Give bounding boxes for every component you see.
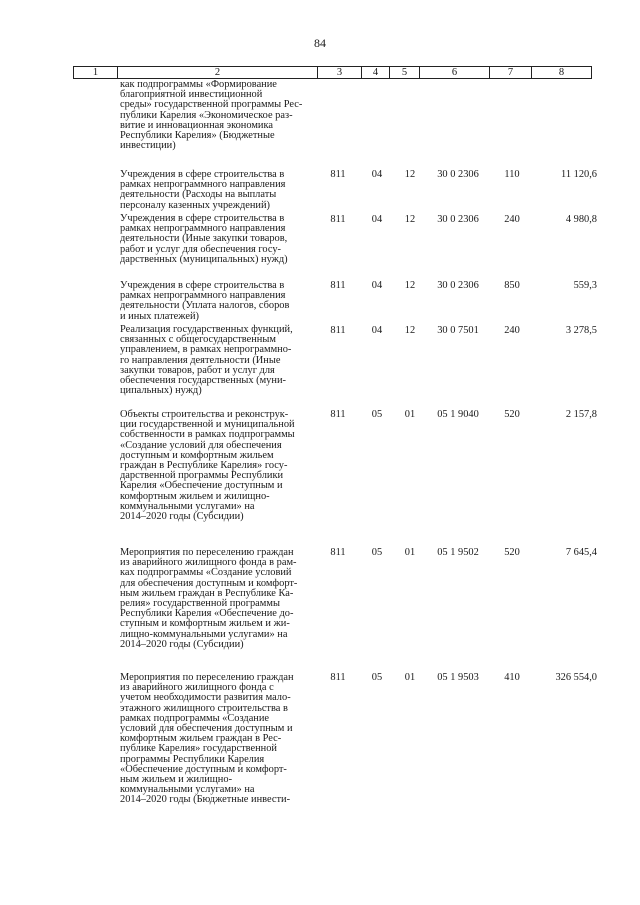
header-col-1: 1 <box>74 67 118 79</box>
description-line: инвестиции) <box>120 140 176 152</box>
target-article-code: 30 0 2306 <box>437 280 479 291</box>
admin-code: 811 <box>330 325 346 336</box>
description-line: деятельности (Уплата налогов, сборов <box>120 300 290 312</box>
header-col-2: 2 <box>118 67 318 79</box>
description-line: для обеспечения доступным и комфорт- <box>120 577 298 589</box>
description-line: Республики Карелия» (Бюджетные <box>120 130 275 142</box>
description-line: закупки товаров, работ и услуг для <box>120 364 275 376</box>
description-line: этажного жилищного строительства в <box>120 702 288 714</box>
description-line: управлением, в рамках непрограммно- <box>120 344 292 356</box>
section-code: 05 <box>371 672 383 683</box>
admin-code: 811 <box>330 547 346 558</box>
admin-code: 811 <box>330 672 346 683</box>
description-line: комфортным жильем граждан в Рес- <box>120 733 282 745</box>
amount: 326 554,0 <box>555 672 597 683</box>
subsection-code: 01 <box>404 672 416 683</box>
description-line: обеспечения государственных (муни- <box>120 375 286 387</box>
target-article-code: 30 0 2306 <box>437 214 479 225</box>
table-row-description <box>120 325 320 396</box>
description-line: «Обеспечение доступным и комфорт- <box>120 763 287 775</box>
description-line: Республики Карелия «Обеспечение до- <box>120 608 294 620</box>
table-row-description <box>120 170 320 211</box>
description-line: благоприятной инвестиционной <box>120 89 263 101</box>
description-line: деятельности (Иные закупки товаров, <box>120 233 288 245</box>
target-article-code: 30 0 2306 <box>437 169 479 180</box>
table-row-description <box>120 281 320 322</box>
description-line: собственности в рамках подпрограммы <box>120 429 295 441</box>
amount: 3 278,5 <box>565 325 597 336</box>
description-line: программы Республики Карелия <box>120 753 265 765</box>
table-row-description <box>120 214 320 265</box>
table-row-description <box>120 80 320 151</box>
expense-type-code: 110 <box>504 169 520 180</box>
amount: 559,3 <box>573 280 597 291</box>
description-line: ступным и комфортным жильем и жи- <box>120 618 290 630</box>
description-line: среды» государственной программы Рес- <box>120 99 303 111</box>
subsection-code: 12 <box>404 214 416 225</box>
description-line: деятельности (Расходы на выплаты <box>120 189 277 201</box>
target-article-code: 05 1 9502 <box>437 547 479 558</box>
description-line: дарственных (муниципальных) нужд) <box>120 253 288 265</box>
description-line: коммунальными услугами» на <box>120 784 255 796</box>
description-line: публики Карелия «Экономическое раз- <box>120 109 293 121</box>
description-line: «Создание условий для обеспечения <box>120 439 282 451</box>
description-line: ках подпрограммы «Создание условий <box>120 567 292 579</box>
column-number-header <box>73 66 592 79</box>
subsection-code: 01 <box>404 547 416 558</box>
description-line: из аварийного жилищного фонда в рам- <box>120 557 297 569</box>
amount: 4 980,8 <box>565 214 597 225</box>
admin-code: 811 <box>330 169 346 180</box>
description-line: 2014–2020 годы (Бюджетные инвести- <box>120 794 291 806</box>
description-line: го направления деятельности (Иные <box>120 354 281 366</box>
description-line: рамках непрограммного направления <box>120 179 286 191</box>
description-line: работ и услуг для обеспечения госу- <box>120 243 282 255</box>
description-line: ции государственной и муниципальной <box>120 419 295 431</box>
amount: 11 120,6 <box>561 169 597 180</box>
target-article-code: 05 1 9503 <box>437 672 479 683</box>
target-article-code: 30 0 7501 <box>437 325 479 336</box>
description-line: ным жильем граждан в Республике Ка- <box>120 587 294 599</box>
description-line: ным жильем и жилищно- <box>120 774 233 786</box>
description-line: публике Карелия» государственной <box>120 743 277 755</box>
table-row-description <box>120 548 320 650</box>
description-line: доступным и комфортным жильем <box>120 449 274 461</box>
expense-type-code: 240 <box>504 214 520 225</box>
description-line: как подпрограммы «Формирование <box>120 79 277 90</box>
description-line: Мероприятия по переселению граждан <box>120 547 294 558</box>
header-col-4: 4 <box>362 67 390 79</box>
header-col-5: 5 <box>390 67 420 79</box>
description-line: Учреждения в сфере строительства в <box>120 280 285 291</box>
expense-type-code: 410 <box>504 672 520 683</box>
expense-type-code: 520 <box>504 547 520 558</box>
subsection-code: 12 <box>404 169 416 180</box>
description-line: Реализация государственных функций, <box>120 324 293 335</box>
description-line: граждан в Республике Карелия» госу- <box>120 460 288 472</box>
amount: 2 157,8 <box>565 409 597 420</box>
section-code: 04 <box>371 169 383 180</box>
description-line: лищно-коммунальными услугами» на <box>120 628 288 640</box>
description-line: из аварийного жилищного фонда с <box>120 682 274 694</box>
section-code: 04 <box>371 325 383 336</box>
table-row-description <box>120 673 320 806</box>
description-line: Учреждения в сфере строительства в <box>120 169 285 180</box>
description-line: коммунальными услугами» на <box>120 500 255 512</box>
description-line: условий для обеспечения доступным и <box>120 723 293 735</box>
description-line: Мероприятия по переселению граждан <box>120 672 294 683</box>
expense-type-code: 850 <box>504 280 520 291</box>
description-line: Учреждения в сфере строительства в <box>120 213 285 224</box>
description-line: 2014–2020 годы (Субсидии) <box>120 511 244 523</box>
target-article-code: 05 1 9040 <box>437 409 479 420</box>
description-line: связанных с общегосударственным <box>120 334 276 346</box>
amount: 7 645,4 <box>565 547 597 558</box>
section-code: 05 <box>371 409 383 420</box>
description-line: Объекты строительства и реконструк- <box>120 409 289 420</box>
subsection-code: 01 <box>404 409 416 420</box>
description-line: рамках подпрограммы «Создание <box>120 712 270 724</box>
admin-code: 811 <box>330 214 346 225</box>
subsection-code: 12 <box>404 280 416 291</box>
description-line: рамках непрограммного направления <box>120 290 286 302</box>
section-code: 05 <box>371 547 383 558</box>
header-col-3: 3 <box>318 67 362 79</box>
description-line: комфортным жильем и жилищно- <box>120 490 270 502</box>
description-line: релия» государственной программы <box>120 598 280 610</box>
admin-code: 811 <box>330 280 346 291</box>
description-line: персоналу казенных учреждений) <box>120 199 270 211</box>
description-line: и иных платежей) <box>120 310 199 322</box>
description-line: Карелия «Обеспечение доступным и <box>120 480 283 492</box>
admin-code: 811 <box>330 409 346 420</box>
expense-type-code: 240 <box>504 325 520 336</box>
description-line: учетом необходимости развития мало- <box>120 692 291 704</box>
header-col-8: 8 <box>532 67 592 79</box>
description-line: ципальных) нужд) <box>120 385 202 397</box>
header-col-7: 7 <box>490 67 532 79</box>
expense-type-code: 520 <box>504 409 520 420</box>
subsection-code: 12 <box>404 325 416 336</box>
section-code: 04 <box>371 214 383 225</box>
description-line: 2014–2020 годы (Субсидии) <box>120 638 244 650</box>
description-line: рамках непрограммного направления <box>120 223 286 235</box>
page-number: 84 <box>314 36 326 50</box>
header-col-6: 6 <box>420 67 490 79</box>
section-code: 04 <box>371 280 383 291</box>
description-line: дарственной программы Республики <box>120 470 284 482</box>
description-line: витие и инновационная экономика <box>120 119 273 131</box>
table-row-description <box>120 410 320 522</box>
